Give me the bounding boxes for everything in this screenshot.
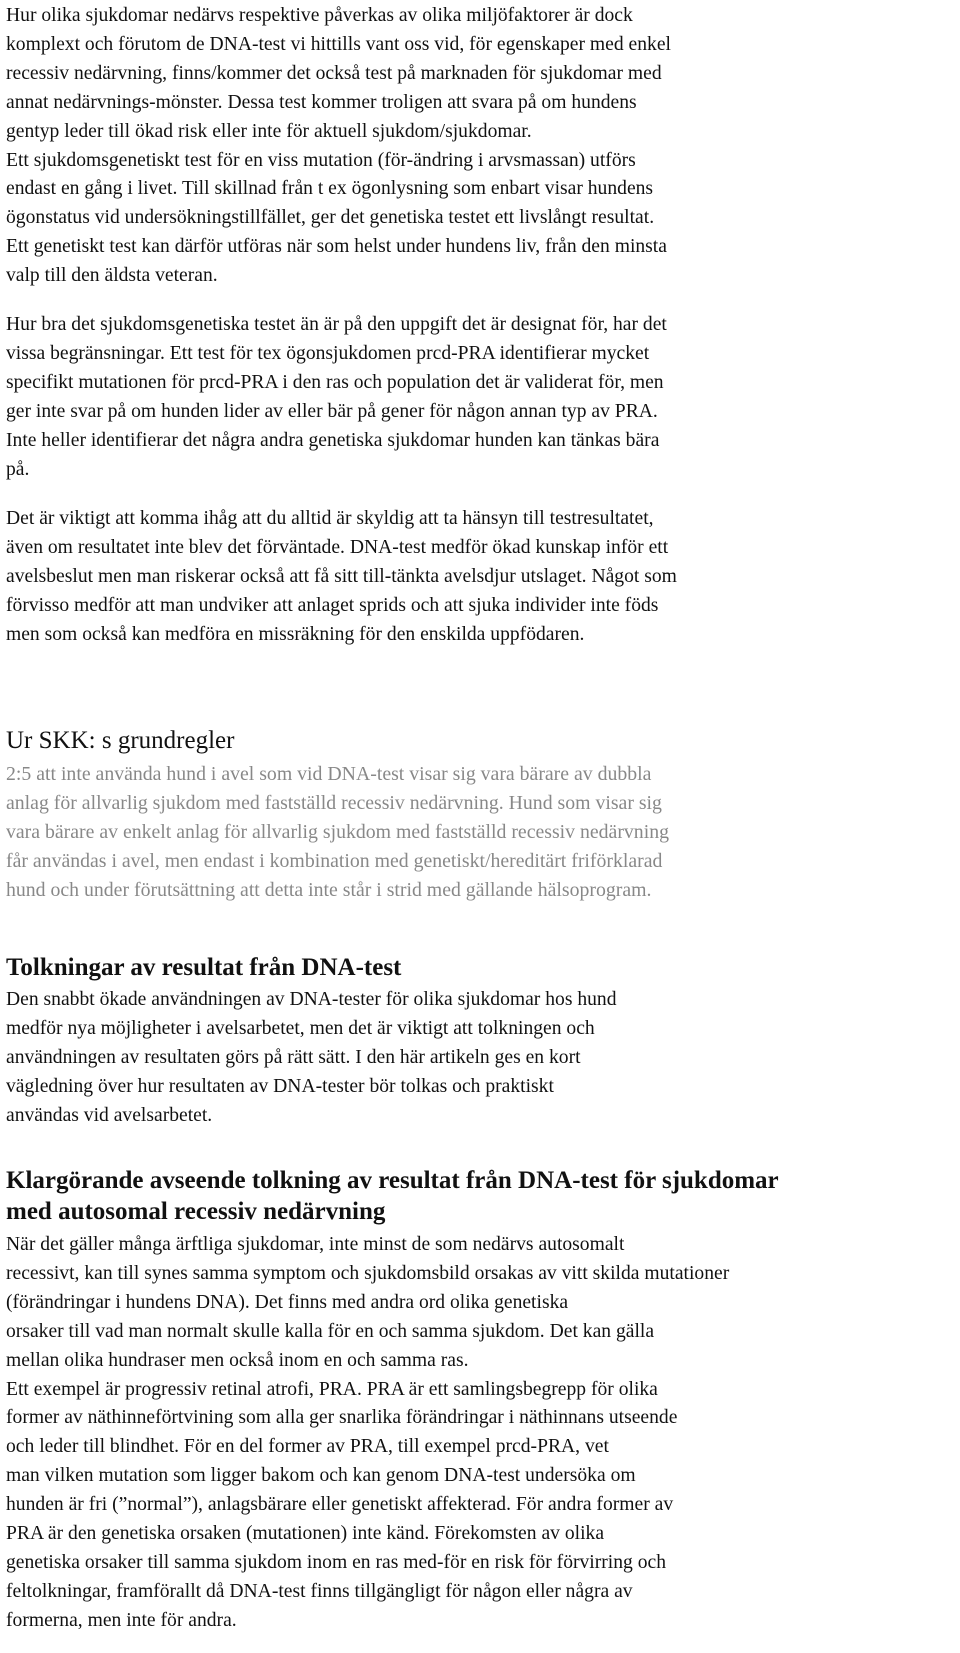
text-line: specifikt mutationen för prcd-PRA i den ras och population det är validerat för, men (6, 371, 664, 393)
text-line: medför nya möjligheter i avelsarbetet, men det är viktigt att tolkningen och (6, 1017, 595, 1039)
text-line: recessiv nedärvning, finns/kommer det också test på marknaden för sjukdomar med (6, 62, 662, 84)
text-line: användningen av resultaten görs på rätt sätt. I den här artikeln ges en kort (6, 1046, 581, 1068)
text-line: formerna, men inte för andra. (6, 1609, 237, 1631)
text-line: användas vid avelsarbetet. (6, 1104, 213, 1126)
text-line: även om resultatet inte blev det förväntade. DNA-test medför ökad kunskap inför ett (6, 536, 669, 558)
paragraph-responsibility (6, 505, 677, 650)
text-line: och leder till blindhet. För en del former av PRA, till exempel prcd-PRA, vet (6, 1436, 609, 1458)
section-heading-line: Klargörande avseende tolkning av resultat från DNA-test för sjukdomar (6, 1167, 779, 1194)
text-line: mellan olika hundraser men också inom en och samma ras. (6, 1349, 469, 1371)
text-line: avelsbeslut men man riskerar också att få sitt till-tänkta avelsdjur utslaget. Något som (6, 565, 677, 587)
text-line: Ett sjukdomsgenetiskt test för en viss mutation (för-ändring i arvsmassan) utförs (6, 149, 636, 171)
text-line: ögonstatus vid undersökningstillfället, ger det genetiska testet ett livslångt resultat. (6, 207, 655, 229)
text-line: endast en gång i livet. Till skillnad från t ex ögonlysning som enbart visar hundens (6, 178, 654, 200)
text-line: vissa begränsningar. Ett test för tex ögonsjukdomen prcd-PRA identifierar mycket (6, 342, 650, 364)
text-line: När det gäller många ärftliga sjukdomar, inte minst de som nedärvs autosomalt (6, 1234, 625, 1255)
text-line: Ett genetiskt test kan därför utföras när som helst under hundens liv, från den minsta (6, 236, 667, 258)
text-line: får användas i avel, men endast i kombination med genetiskt/hereditärt friförklarad (6, 849, 663, 872)
text-line: komplext och förutom de DNA-test vi hittills vant oss vid, för egenskaper med enkel (6, 33, 671, 55)
section-heading-line: med autosomal recessiv nedärvning (6, 1198, 386, 1225)
text-line: Ett exempel är progressiv retinal atrofi, PRA. PRA är ett samlingsbegrepp för olika (6, 1378, 658, 1400)
text-line: (förändringar i hundens DNA). Det finns med andra ord olika genetiska (6, 1291, 569, 1313)
text-line: Den snabbt ökade användningen av DNA-tester för olika sjukdomar hos hund (6, 989, 617, 1010)
text-line: PRA är den genetiska orsaken (mutationen) inte känd. Förekomsten av olika (6, 1523, 605, 1545)
skk-rules-text (6, 760, 669, 905)
text-line: Hur olika sjukdomar nedärvs respektive påverkas av olika miljöfaktorer är dock (6, 5, 633, 26)
text-line: Inte heller identifierar det några andra genetiska sjukdomar hunden kan tänkas bära (6, 429, 660, 451)
section-heading: Ur SKK: s grundregler (6, 727, 235, 754)
paragraph-limitations (6, 311, 667, 484)
text-line: 2:5 att inte använda hund i avel som vid DNA-test visar sig vara bärare av dubbla (6, 763, 652, 785)
text-line: Det är viktigt att komma ihåg att du alltid är skyldig att ta hänsyn till testresultatet, (6, 508, 654, 529)
text-line: annat nedärvnings-mönster. Dessa test kommer troligen att svara på om hundens (6, 91, 637, 113)
text-line: anlag för allvarlig sjukdom med fastställd recessiv nedärvning. Hund som visar sig (6, 791, 662, 814)
text-line: hund och under förutsättning att detta inte står i strid med gällande hälsoprogram. (6, 878, 652, 901)
text-line: vägledning över hur resultaten av DNA-tester bör tolkas och praktiskt (6, 1075, 554, 1097)
text-line: genetiska orsaker till samma sjukdom inom en ras med-för en risk för förvirring och (6, 1551, 667, 1573)
text-line: men som också kan medföra en missräkning för den enskilda uppfödaren. (6, 623, 585, 645)
text-line: hunden är fri (”normal”), anlagsbärare eller genetiskt affekterad. För andra former av (6, 1494, 674, 1516)
text-line: recessivt, kan till synes samma symptom och sjukdomsbild orsakas av vitt skilda mutationer (6, 1262, 730, 1284)
text-line: vara bärare av enkelt anlag för allvarlig sjukdom med fastställd recessiv nedärvning (6, 820, 669, 843)
text-line: förvisso medför att man undviker att anlaget sprids och att sjuka individer inte föds (6, 594, 659, 616)
paragraph-intro (6, 2, 671, 291)
text-line: orsaker till vad man normalt skulle kalla för en och samma sjukdom. Det kan gälla (6, 1320, 655, 1342)
text-line: man vilken mutation som ligger bakom och kan genom DNA-test undersöka om (6, 1465, 636, 1487)
klargorande-heading (6, 1165, 779, 1227)
text-line: Hur bra det sjukdomsgenetiska testet än är på den uppgift det är designat för, har det (6, 314, 667, 335)
text-line: på. (6, 458, 30, 480)
text-line: former av näthinneförtvining som alla ger snarlika förändringar i näthinnans utseende (6, 1407, 678, 1429)
section-heading: Tolkningar av resultat från DNA-test (6, 954, 402, 981)
text-line: ger inte svar på om hunden lider av eller bär på gener för någon annan typ av PRA. (6, 400, 658, 422)
tolkningar-text (6, 986, 617, 1131)
tolkningar-heading (6, 952, 401, 983)
text-line: feltolkningar, framförallt då DNA-test finns tillgängligt för någon eller några av (6, 1580, 633, 1602)
text-line: gentyp leder till ökad risk eller inte för aktuell sjukdom/sjukdomar. (6, 120, 532, 142)
skk-rules-heading (6, 726, 234, 756)
klargorande-text (6, 1231, 729, 1636)
text-line: valp till den äldsta veteran. (6, 265, 218, 287)
